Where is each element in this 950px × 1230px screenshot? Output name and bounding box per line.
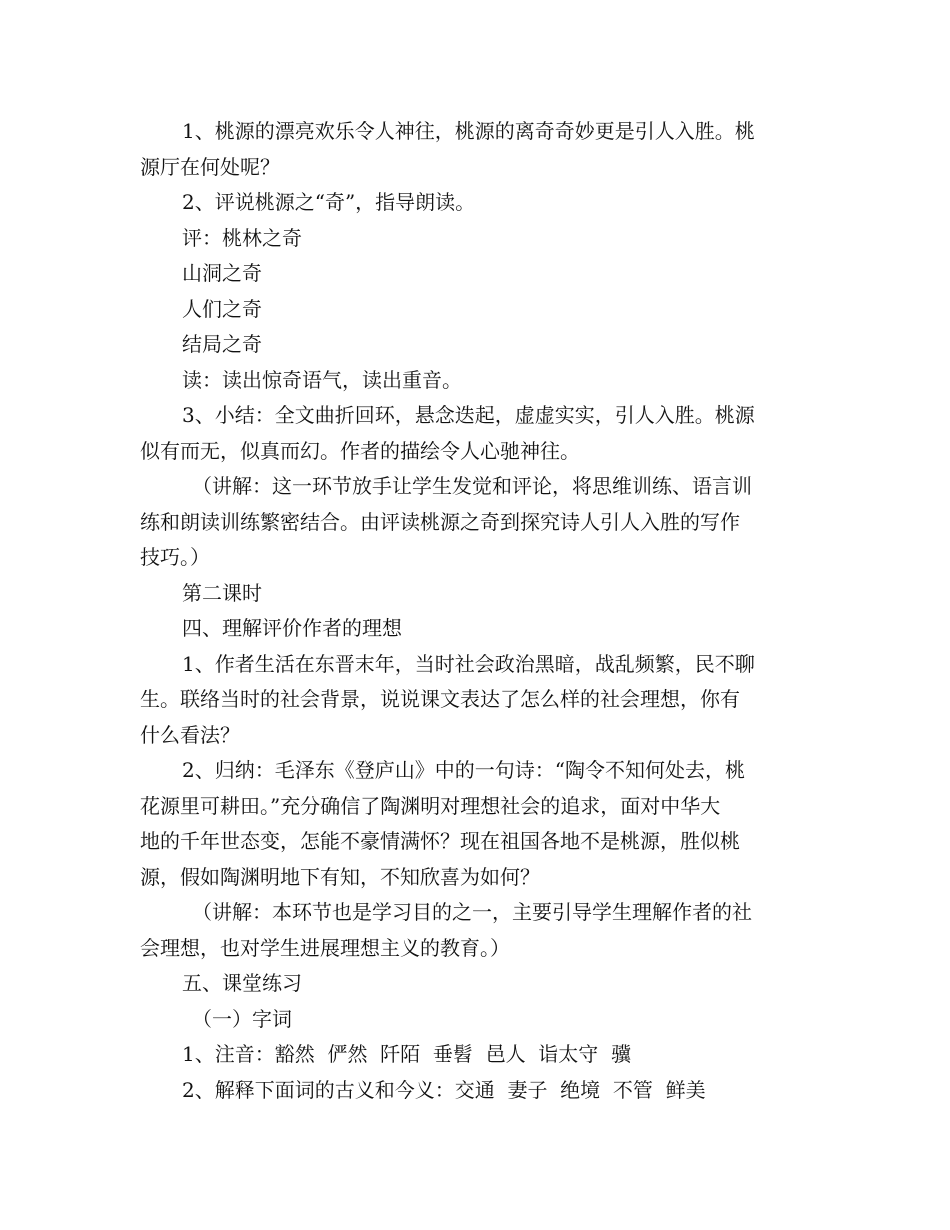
paragraph-line: 地的千年世态变，怎能不豪情满怀？现在祖国各地不是桃源，胜似桃 [140, 829, 740, 853]
paragraph-line: 1、桃源的漂亮欢乐令人神往，桃源的离奇奇妙更是引人入胜。桃 [182, 119, 755, 143]
paragraph-line: 技巧。） [140, 545, 210, 569]
paragraph-line: 结局之奇 [182, 332, 262, 356]
paragraph-line: 1、注音：豁然 俨然 阡陌 垂髫 邑人 诣太守 骥 [182, 1042, 632, 1066]
paragraph-line: 会理想，也对学生进展理想主义的教育。） [140, 935, 510, 960]
paragraph-line: 练和朗读训练繁密结合。由评读桃源之奇到探究诗人引人入胜的写作 [140, 509, 740, 534]
paragraph-line: （讲解：本环节也是学习目的之一，主要引导学生理解作者的社 [192, 900, 752, 924]
paragraph-line: 2、评说桃源之“奇”，指导朗读。 [182, 190, 476, 214]
paragraph-line: 源厅在何处呢？ [140, 154, 280, 179]
paragraph-line: 2、解释下面词的古义和今义：交通 妻子 绝境 不管 鲜美 [182, 1077, 706, 1102]
paragraph-line: 山洞之奇 [182, 261, 262, 285]
paragraph-line: 花源里可耕田。”充分确信了陶渊明对理想社会的追求，面对中华大 [140, 793, 721, 818]
paragraph-line: （讲解：这一环节放手让学生发觉和评论，将思维训练、语言训 [192, 474, 752, 498]
paragraph-line: 评：桃林之奇 [182, 225, 302, 250]
subsection-heading: （一）字词 [192, 1006, 292, 1031]
paragraph-line: 什么看法？ [140, 722, 240, 747]
section-heading: 第二课时 [182, 580, 262, 605]
section-heading: 四、理解评价作者的理想 [182, 616, 402, 640]
paragraph-line: 人们之奇 [182, 296, 262, 321]
paragraph-line: 3、小结：全文曲折回环，悬念迭起，虚虚实实，引人入胜。桃源 [182, 403, 755, 427]
paragraph-line: 源，假如陶渊明地下有知，不知欣喜为如何？ [140, 864, 540, 889]
section-heading: 五、课堂练习 [182, 971, 302, 995]
document-body [140, 114, 812, 1108]
paragraph-line: 2、归纳：毛泽东《登庐山》中的一句诗：“陶令不知何处去，桃 [182, 758, 745, 782]
paragraph-line: 生。联络当时的社会背景，说说课文表达了怎么样的社会理想，你有 [140, 687, 740, 711]
paragraph-line: 1、作者生活在东晋末年，当时社会政治黑暗，战乱频繁，民不聊 [182, 651, 755, 676]
paragraph-line: 读：读出惊奇语气，读出重音。 [182, 367, 462, 392]
paragraph-line: 似有而无，似真而幻。作者的描绘令人心驰神往。 [140, 438, 580, 463]
